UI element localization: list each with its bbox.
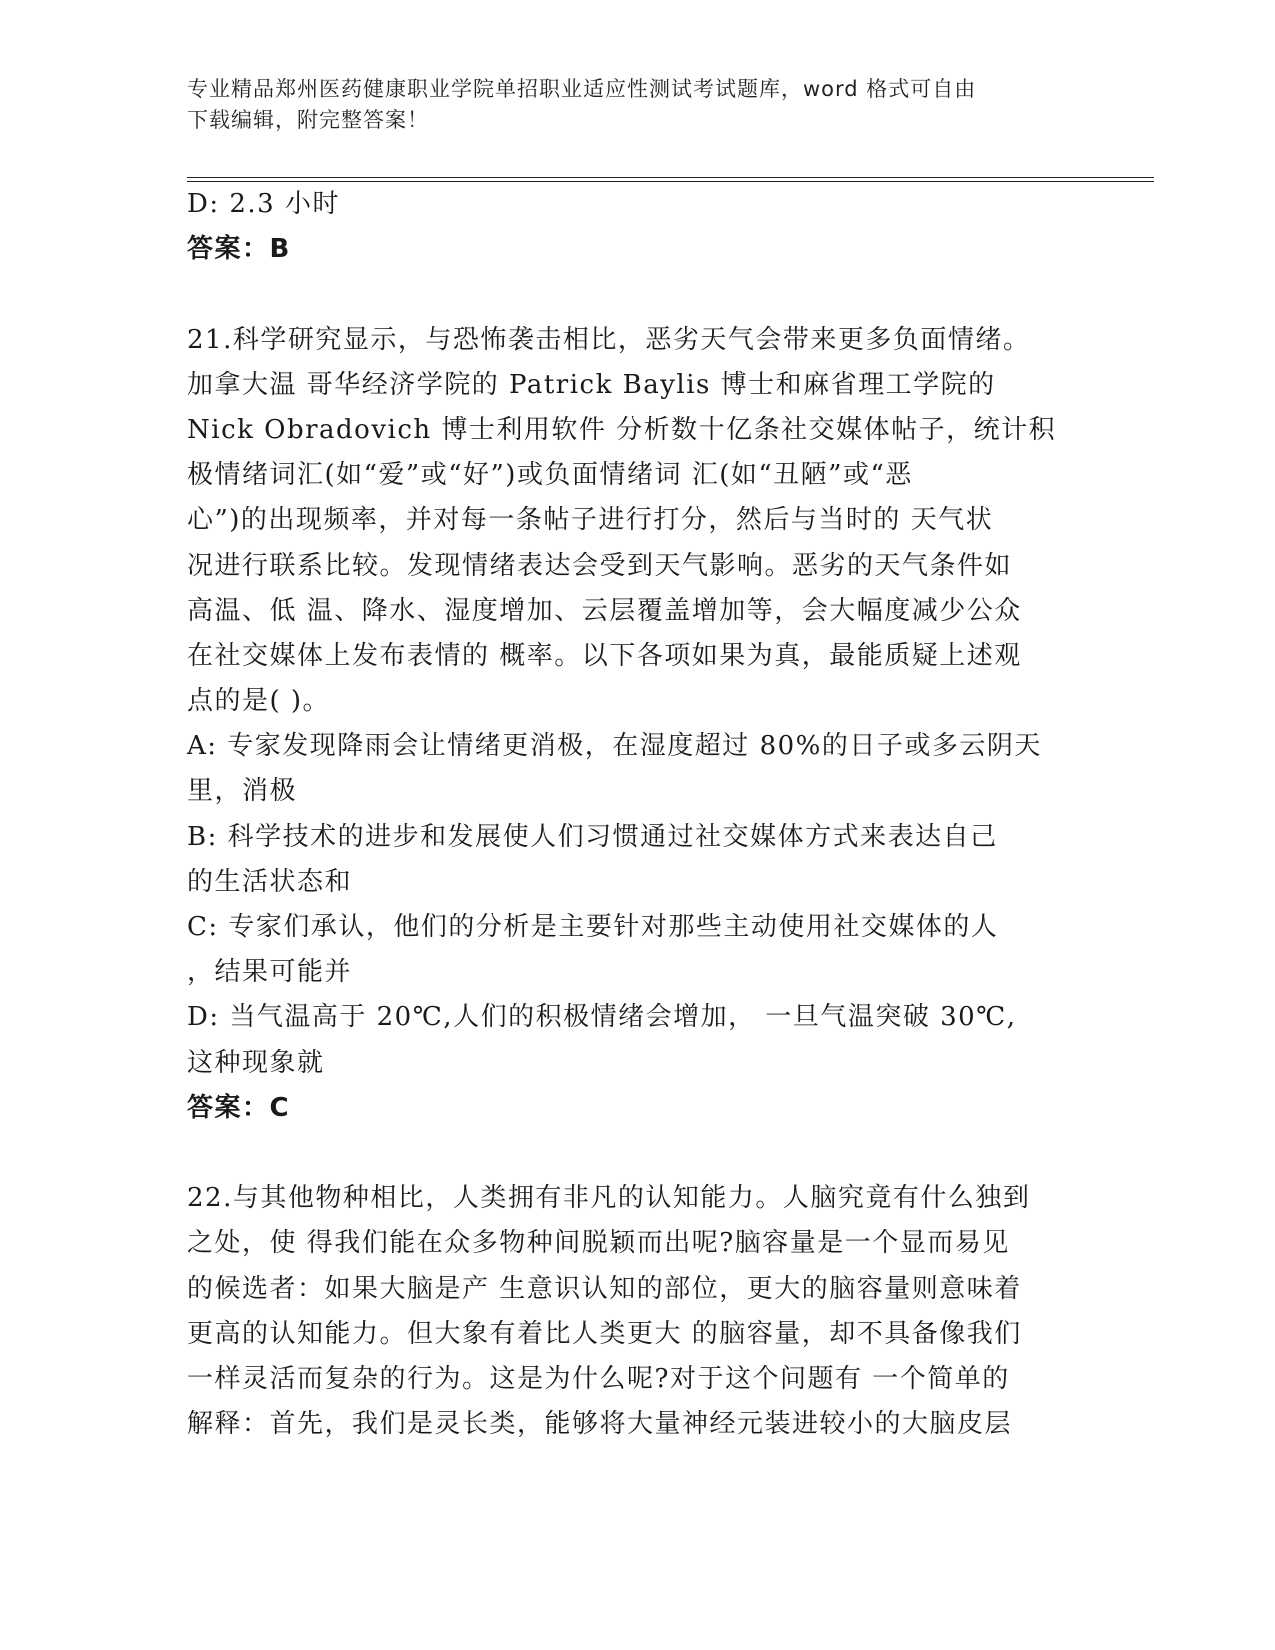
q21-option-a [187, 724, 1087, 814]
prev-option-d: D: 2.3 小时 [187, 189, 340, 219]
question-22 [187, 1176, 1087, 1447]
q22-stem-line: 之处，使 得我们能在众多物种间脱颖而出呢?脑容量是一个显而易见 [187, 1228, 1010, 1259]
option-line: D: 当气温高于 20℃,人们的积极情绪会增加， 一旦气温突破 30℃, [187, 1002, 1017, 1033]
prev-answer: 答案：B [187, 234, 291, 265]
question-21 [187, 318, 1087, 1131]
document-body [187, 182, 1087, 1447]
page-header [187, 74, 1067, 136]
q21-option-d [187, 995, 1087, 1085]
option-line: B: 科学技术的进步和发展使人们习惯通过社交媒体方式来表达自己 [187, 821, 998, 852]
q21-stem-line: 加拿大温 哥华经济学院的 Patrick Baylis 博士和麻省理工学院的 [187, 369, 996, 400]
q21-stem-line: 心”)的出现频率，并对每一条帖子进行打分，然后与当时的 天气状 [187, 505, 994, 536]
spacer [187, 272, 1087, 317]
q21-stem-line: 极情绪词汇(如“爱”或“好”)或负面情绪词 汇(如“丑陋”或“恶 [187, 460, 913, 491]
header-line-1: 专业精品郑州医药健康职业学院单招职业适应性测试考试题库，word 格式可自由 [187, 77, 977, 101]
q22-stem-line: 的候选者：如果大脑是产 生意识认知的部位，更大的脑容量则意味着 [187, 1273, 1022, 1304]
option-line: ，结果可能并 [187, 957, 353, 988]
option-line: 这种现象就 [187, 1047, 325, 1078]
q22-stem-line: 解释：首先，我们是灵长类，能够将大量神经元装进较小的大脑皮层 [187, 1409, 1013, 1440]
q21-stem-line: 21.科学研究显示，与恐怖袭击相比，恶劣天气会带来更多负面情绪。 [187, 324, 1031, 355]
q21-option-c [187, 905, 1087, 995]
option-line: 里，消极 [187, 776, 298, 807]
q21-option-b [187, 815, 1087, 905]
q22-stem-line: 22.与其他物种相比，人类拥有非凡的认知能力。人脑究竟有什么独到 [187, 1183, 1031, 1214]
q21-stem-line: 在社交媒体上发布表情的 概率。以下各项如果为真，最能质疑上述观 [187, 640, 1022, 671]
q21-stem-line: 点的是( )。 [187, 686, 331, 717]
q22-stem-line: 一样灵活而复杂的行为。这是为什么呢?对于这个问题有 一个简单的 [187, 1363, 1010, 1394]
option-line: 的生活状态和 [187, 866, 353, 897]
header-divider-top [187, 177, 1154, 178]
header-line-2: 下载编辑，附完整答案！ [187, 108, 429, 132]
option-line: C: 专家们承认，他们的分析是主要针对那些主动使用社交媒体的人 [187, 912, 999, 942]
q21-stem-line: 况进行联系比较。发现情绪表达会受到天气影响。恶劣的天气条件如 [187, 550, 1013, 581]
q21-answer: 答案：C [187, 1092, 291, 1123]
spacer [187, 1131, 1087, 1176]
q21-stem-line: 高温、低 温、降水、湿度增加、云层覆盖增加等，会大幅度减少公众 [187, 595, 1022, 626]
option-line: A: 专家发现降雨会让情绪更消极，在湿度超过 80%的日子或多云阴天 [187, 731, 1042, 762]
q22-stem-line: 更高的认知能力。但大象有着比人类更大 的脑容量，却不具备像我们 [187, 1318, 1022, 1349]
q21-stem-line: Nick Obradovich 博士利用软件 分析数十亿条社交媒体帖子，统计积 [187, 414, 1057, 445]
